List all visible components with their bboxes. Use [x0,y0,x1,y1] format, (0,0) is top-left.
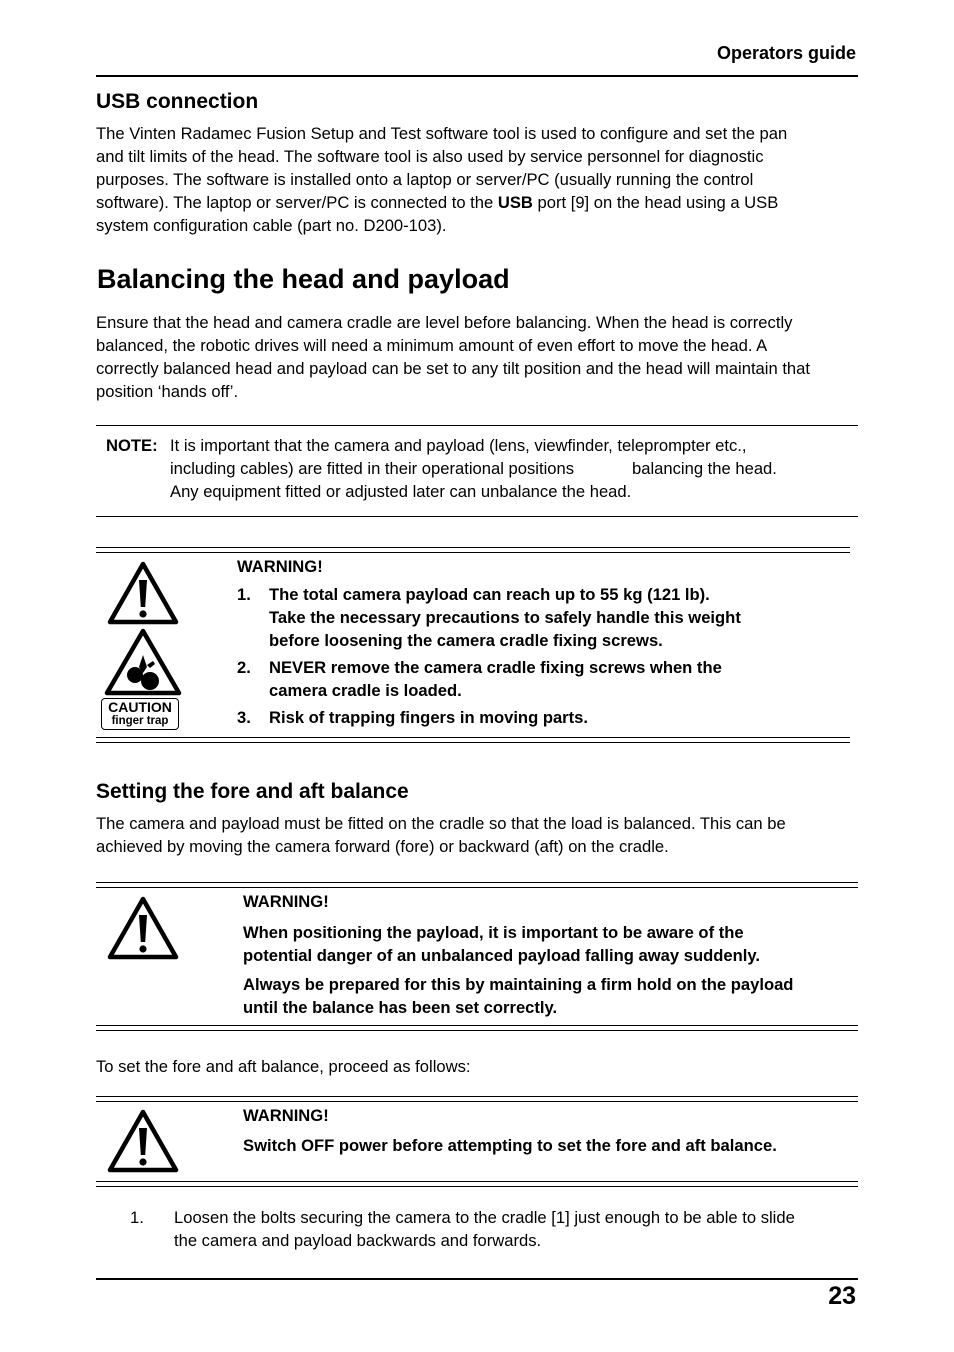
step-line: the camera and payload backwards and forwards. [174,1231,542,1250]
fore-aft-line: achieved by moving the camera forward (fore) or backward (aft) on the cradle. [96,837,669,856]
warning3-text: Switch OFF power before attempting to set the fore and aft balance. [243,1136,777,1155]
warning1-item-number: 2. [237,658,251,677]
warning1-item-line: Take the necessary precautions to safely handle this weight [269,608,741,627]
warning1-item-number: 1. [237,585,251,604]
warning1-item-number: 3. [237,708,251,727]
step-text [174,1206,858,1252]
warning2-para1 [243,921,853,967]
usb-paragraph [96,122,858,237]
step-line: Loosen the bolts securing the camera to the cradle [1] just enough to be able to slide [174,1208,795,1227]
warning3-top-rule-inner [96,1101,858,1102]
note-text: including cables) are fitted in their operational positions [170,459,575,478]
fore-aft-heading: Setting the fore and aft balance [96,780,409,803]
warning2-top-rule [96,882,858,883]
note-text: balancing the head. [632,459,777,478]
warning2-para2 [243,973,853,1019]
note-bottom-rule [96,516,858,517]
header-rule [96,75,858,77]
balancing-line: correctly balanced head and payload can be set to any tilt position and the head will maintain that [96,359,810,378]
warning1-item [237,583,817,652]
proceed-text: To set the fore and aft balance, proceed as follows: [96,1057,471,1076]
finger-trap-triangle-icon [103,627,183,697]
warning-triangle-icon [107,1108,179,1174]
caution-title: CAUTION [108,699,172,715]
warning1-top-rule [96,547,850,548]
warning2-top-rule-inner [96,887,858,888]
fore-aft-paragraph [96,812,858,858]
usb-port-label: USB [497,193,533,212]
note-label: NOTE: [106,436,158,455]
fore-aft-line: The camera and payload must be fitted on the cradle so that the load is balanced. This can be [96,814,786,833]
usb-line: and tilt limits of the head. The software tool is also used by service personnel for diagnostic [96,147,764,166]
warning1-item-line: before loosening the camera cradle fixing screws. [269,631,663,650]
note-body [170,434,840,503]
usb-line-text: port [9] on the head using a USB [532,193,779,212]
caution-label [101,698,179,730]
footer-rule [96,1278,858,1280]
warning2-bottom-rule-inner [96,1025,858,1026]
warning1-bottom-rule [96,742,850,743]
warning2-line: When positioning the payload, it is important to be aware of the [243,923,744,942]
header-title: Operators guide [716,43,856,63]
warning1-list [237,583,817,733]
warning1-top-rule-inner [96,552,850,553]
balancing-heading: Balancing the head and payload [97,264,510,294]
warning1-heading: WARNING! [237,557,323,576]
warning3-top-rule [96,1096,858,1097]
usb-heading: USB connection [96,90,259,113]
usb-line: purposes. The software is installed onto a laptop or server/PC (usually running the control [96,170,754,189]
usb-line [96,191,858,214]
warning2-line: potential danger of an unbalanced payload falling away suddenly. [243,946,760,965]
warning1-item-line: Risk of trapping fingers in moving parts. [269,708,589,727]
balancing-line: balanced, the robotic drives will need a minimum amount of even effort to move the head. A [96,336,768,355]
usb-line: system configuration cable (part no. D200-103). [96,216,447,235]
note-top-rule [96,425,858,426]
warning1-bottom-rule-inner [96,737,850,738]
warning3-heading: WARNING! [243,1106,329,1125]
warning1-item-line: The total camera payload can reach up to 55 kg (121 lb). [269,585,710,604]
warning2-bottom-rule [96,1030,858,1031]
warning2-heading: WARNING! [243,892,329,911]
balancing-line: position ‘hands off’. [96,382,239,401]
warning-triangle-icon [107,560,179,626]
usb-line: The Vinten Radamec Fusion Setup and Test software tool is used to configure and set the pan [96,124,788,143]
warning1-item-line: NEVER remove the camera cradle fixing screws when the [269,658,722,677]
usb-line-text: software). The laptop or server/PC is connected to the [96,193,498,212]
balancing-line: Ensure that the head and camera cradle are level before balancing. When the head is correctly [96,313,793,332]
warning2-line: until the balance has been set correctly. [243,998,558,1017]
warning3-bottom-rule-inner [96,1181,858,1182]
note-line [170,457,840,480]
warning3-bottom-rule [96,1186,858,1187]
warning1-item-line: camera cradle is loaded. [269,681,462,700]
step-number: 1. [130,1208,144,1227]
note-line: Any equipment fitted or adjusted later can unbalance the head. [170,482,632,501]
warning-triangle-icon [107,895,179,961]
warning2-line: Always be prepared for this by maintaining a firm hold on the payload [243,975,794,994]
balancing-paragraph [96,311,858,403]
note-line: It is important that the camera and payload (lens, viewfinder, teleprompter etc., [170,436,747,455]
warning1-item [237,656,817,702]
caution-subtitle: finger trap [111,715,169,727]
warning1-item [237,706,817,729]
page-number: 23 [828,1282,856,1310]
